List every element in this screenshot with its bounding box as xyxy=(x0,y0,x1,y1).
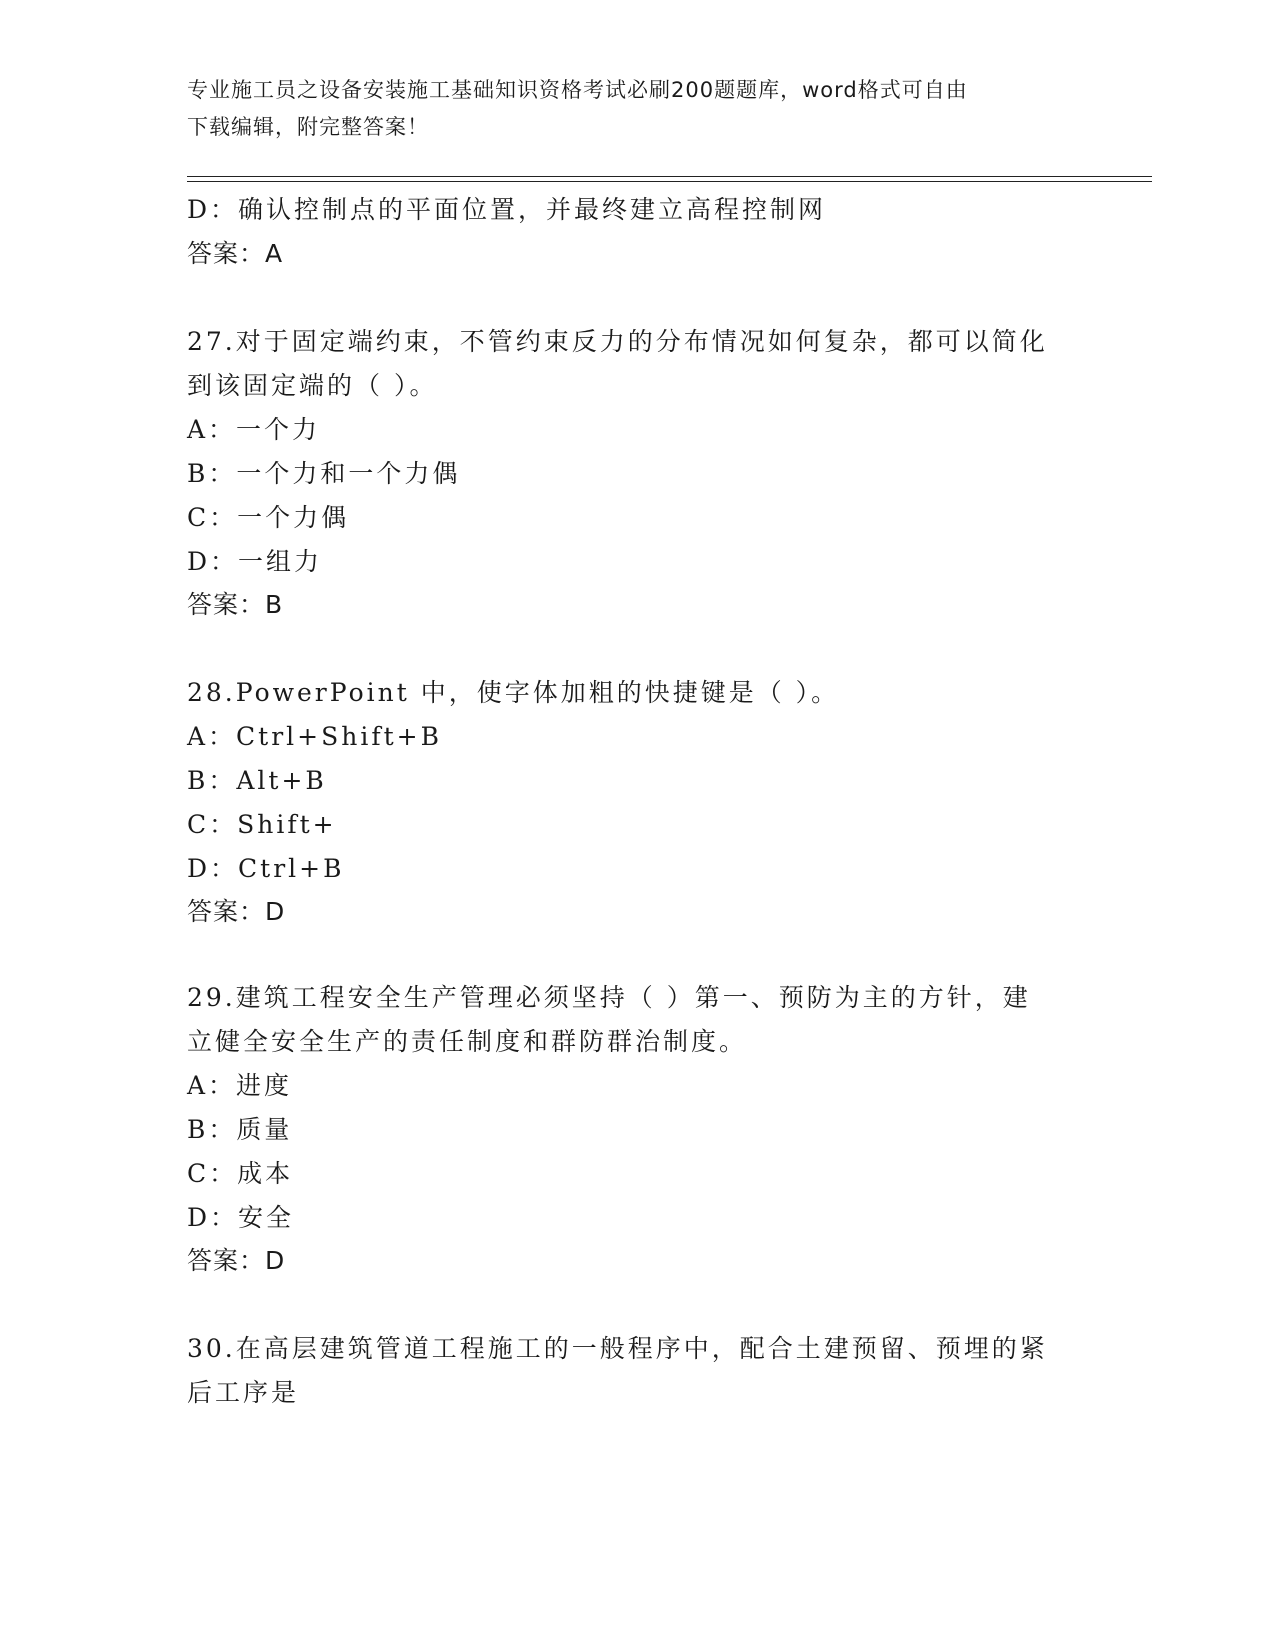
q30-stem-line-1: 30.在高层建筑管道工程施工的一般程序中，配合土建预留、预埋的紧 xyxy=(187,1334,1048,1363)
q28-option-b: B：Alt+B xyxy=(187,766,327,795)
q29-option-b: B：质量 xyxy=(187,1115,293,1144)
q29-stem-line-2: 立健全安全生产的责任制度和群防群治制度。 xyxy=(187,1027,748,1056)
header-title-line-1: 专业施工员之设备安装施工基础知识资格考试必刷200题题库，word格式可自由 xyxy=(187,78,968,102)
q27-stem-line-2: 到该固定端的（ ）。 xyxy=(187,371,438,400)
prev-answer: 答案：A xyxy=(187,239,284,268)
q28-option-c: C：Shift+ xyxy=(187,810,337,839)
q29-stem-line-1: 29.建筑工程安全生产管理必须坚持（ ）第一、预防为主的方针，建 xyxy=(187,983,1031,1012)
q28-stem-line-1: 28.PowerPoint 中，使字体加粗的快捷键是（ ）。 xyxy=(187,678,840,707)
q27-option-c: C：一个力偶 xyxy=(187,503,350,532)
q29-answer: 答案：D xyxy=(187,1246,286,1275)
q29-option-c: C：成本 xyxy=(187,1159,294,1188)
q30-stem-line-2: 后工序是 xyxy=(187,1378,300,1407)
q28-option-a: A：Ctrl+Shift+B xyxy=(187,722,442,751)
q28-option-d: D：Ctrl+B xyxy=(187,854,345,883)
q27-answer: 答案：B xyxy=(187,590,284,619)
q27-stem-line-1: 27.对于固定端约束，不管约束反力的分布情况如何复杂，都可以简化 xyxy=(187,327,1048,356)
q28-answer: 答案：D xyxy=(187,897,286,926)
header-divider-bottom xyxy=(187,181,1152,182)
header-divider-top xyxy=(187,176,1152,177)
q29-option-d: D：安全 xyxy=(187,1203,295,1232)
q29-option-a: A：进度 xyxy=(187,1071,293,1100)
q27-option-d: D：一组力 xyxy=(187,547,323,576)
document-header xyxy=(187,72,1067,146)
q27-option-a: A：一个力 xyxy=(187,415,321,444)
header-title-line-2: 下载编辑，附完整答案！ xyxy=(187,115,429,139)
q27-option-b: B：一个力和一个力偶 xyxy=(187,459,461,488)
prev-option-d: D：确认控制点的平面位置，并最终建立高程控制网 xyxy=(187,195,827,224)
